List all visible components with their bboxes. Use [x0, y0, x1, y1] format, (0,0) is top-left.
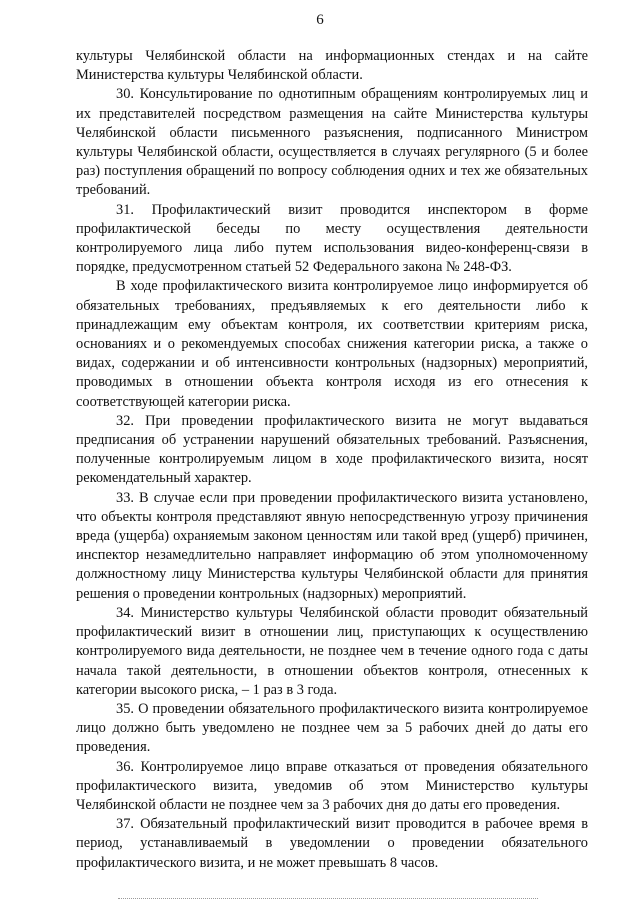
paragraph-31: 31. Профилактический визит проводится инспектором в форме профилактической беседы по месту осуществления деятельности контролируемого лица либо путем использования видео-конференц-связи в порядке, предусмотренном статьей 52 Федерального закона № 248-ФЗ.	[76, 201, 588, 276]
page-number: 6	[316, 12, 324, 28]
paragraph-35: 35. О проведении обязательного профилактического визита контролируемое лицо должно быть уведомлено не позднее чем за 5 рабочих дней до даты его проведения.	[76, 700, 588, 756]
paragraph-37: 37. Обязательный профилактический визит проводится в рабочее время в период, устанавливаемый в уведомлении о проведении обязательного профилактического визита, и не может превышать 8 часов.	[76, 816, 588, 871]
footer-divider	[118, 898, 538, 899]
paragraph-30: 30. Консультирование по однотипным обращениям контролируемых лиц и их представителей посредством размещения на сайте Министерства культуры Челябинской области письменного разъяснения, подписанного Министром культуры Челябинской области, осуществляется в случаях регулярного (5 и более раз) поступления обращений по вопросу соблюдения одних и тех же обязательных требований.	[76, 86, 588, 199]
paragraph-continuation: культуры Челябинской области на информационных стендах и на сайте Министерства культуры Челябинской области.	[76, 48, 588, 84]
paragraph-34: 34. Министерство культуры Челябинской области проводит обязательный профилактический визит в отношении лиц, приступающих к осуществлению контролируемого вида деятельности, не позднее чем в течение одного года с даты начала такой деятельности, в отношении объектов контроля, отнесенных к категории высокого риска, – 1 раз в 3 года.	[76, 604, 588, 698]
paragraph-33: 33. В случае если при проведении профилактического визита установлено, что объекты контроля представляют явную непосредственную угрозу причинения вреда (ущерба) охраняемым законом ценностям или такой вред (ущерб) причинен, инспектор незамедлительно направляет информацию об этом уполномоченному должностному лицу Министерства культуры Челябинской области для принятия решения о проведении контрольных (надзорных) мероприятий.	[76, 489, 588, 602]
paragraph-31-detail: В ходе профилактического визита контролируемое лицо информируется об обязательных требованиях, предъявляемых к его деятельности либо к принадлежащим ему объектам контроля, их соответствии критериям риска, основаниях и о рекомендуемых способах снижения категории риска, а также о видах, содержании и об интенсивности контрольных (надзорных) мероприятий, проводимых в отношении объекта контроля исходя из его отнесения к соответствующей категории риска.	[76, 278, 588, 410]
paragraph-36: 36. Контролируемое лицо вправе отказаться от проведения обязательного профилактического визита, уведомив об этом Министерство культуры Челябинской области не позднее чем за 3 рабочих дня до даты его проведения.	[76, 758, 588, 813]
paragraph-32: 32. При проведении профилактического визита не могут выдаваться предписания об устранении нарушений обязательных требований. Разъяснения, полученные контролируемым лицом в ходе профилактического визита, носят рекомендательный характер.	[76, 412, 588, 487]
document-body	[76, 47, 588, 873]
